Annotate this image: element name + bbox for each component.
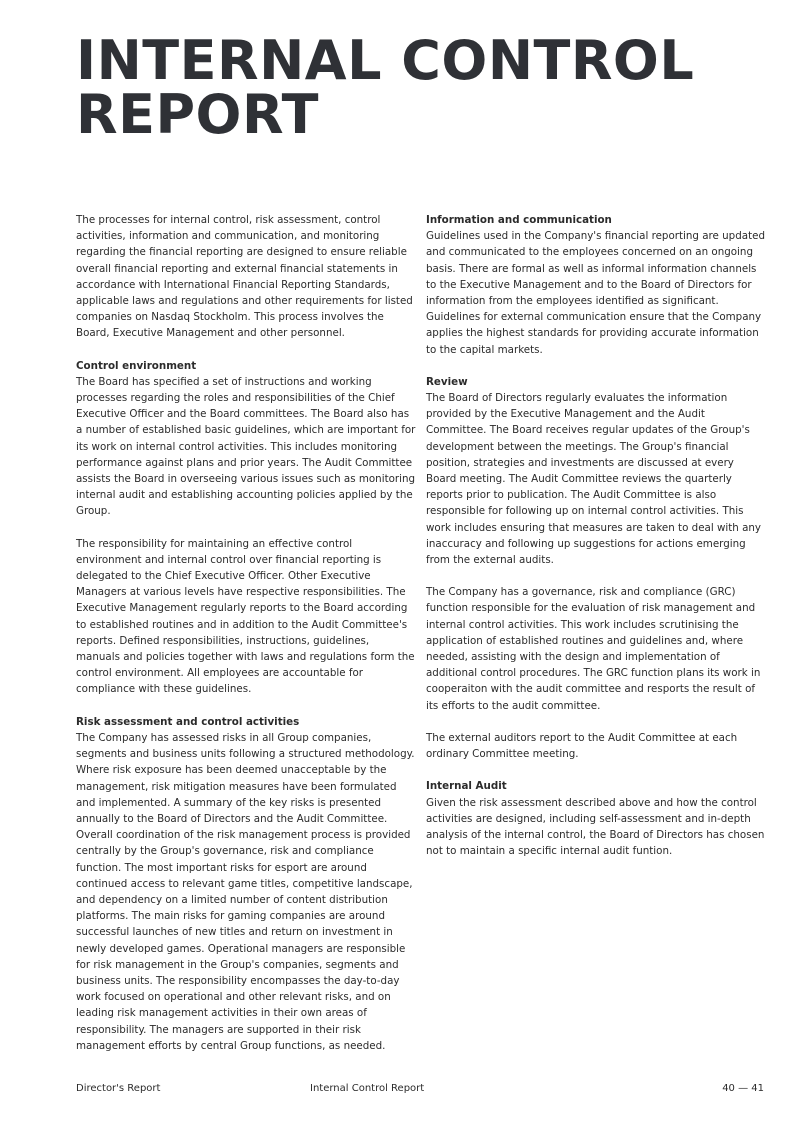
risk-assessment-heading: Risk assessment and control activities [76,715,300,728]
footer-section-label: Director's Report [76,1083,161,1094]
footer-page-title: Internal Control Report [310,1083,425,1094]
page-title: INTERNAL CONTROL REPORT [76,29,695,146]
grc-paragraph: The Company has a governance, risk and compliance (GRC) function responsible for the evaluation of risk management and internal control activities. This work includes scrutinising the application of established routines and guidelines and, where needed, assisting with the design and implementation of additional control procedures. The GRC function plans its work in cooperaiton with the audit committee and resports the result of its efforts to the audit committee. [426,586,761,712]
grc-section [426,584,766,714]
risk-assessment-paragraph: The Company has assessed risks in all Group companies, segments and business units following a structured methodology. Where risk exposure has been deemed unacceptable by the management, risk mitigation measures have been formulated and implemented. A summary of the key risks is presented annually to the Board of Directors and the Audit Committee. Overall coordination of the risk management process is provided centrally by the Group's governance, risk and compliance function. The most important risks for esport are around continued access to relevant game titles, competitive landscape, and dependency on a limited number of content distribution platforms. The main risks for gaming companies are around successful launches of new titles and return on investment in newly developed games. Operational managers are responsible for risk management in the Group's companies, segments and business units. The responsibility encompasses the day-to-day work focused on operational and other relevant risks, and on leading risk management activities in their own areas of responsibility. The managers are supported in their risk management efforts by central Group functions, as needed. [76,731,415,1052]
right-column [426,212,766,875]
control-environment-paragraph: The Board has specified a set of instructions and working processes regarding the roles and responsibilities of the Chief Executive Officer and the Board committees. The Board also has a number of established basic guidelines, which are important for its work on internal control activities. This includes monitoring performance against plans and prior years. The Audit Committee assists the Board in overseeing various issues such as monitoring internal audit and establishing accounting policies applied by the Group. [76,375,416,518]
intro-paragraph: The processes for internal control, risk assessment, control activities, information and communication, and monitoring regarding the financial reporting are designed to ensure reliable overall financial reporting and external financial statements in accordance with International Financial Reporting Standards, applicable laws and regulations and other requirements for listed companies on Nasdaq Stockholm. This process involves the Board, Executive Management and other personnel. [76,214,413,340]
control-responsibility-section [76,536,416,698]
external-auditors-section [426,730,766,762]
control-environment-heading: Control environment [76,359,197,372]
review-paragraph: The Board of Directors regularly evaluates the information provided by the Executive Management and the Audit Committee. The Board receives regular updates of the Group's development between the meetings. The Group's financial position, strategies and investments are discussed at every Board meeting. The Audit Committee reviews the quarterly reports prior to publication. The Audit Committee is also responsible for following up on internal control activities. This work includes ensuring that measures are taken to deal with any inaccuracy and following up suggestions for actions emerging from the external audits. [426,392,762,567]
left-column [76,212,416,1070]
internal-audit-paragraph: Given the risk assessment described above and how the control activities are designed, including self-assessment and in-depth analysis of the internal control, the Board of Directors has chosen not to maintain a specific internal audit funtion. [426,796,765,858]
review-section [426,374,766,568]
external-auditors-paragraph: The external auditors report to the Audit Committee at each ordinary Committee meeting. [426,731,738,761]
footer-page-numbers: 40 — 41 [722,1083,764,1094]
internal-audit-heading: Internal Audit [426,780,507,793]
intro-section [76,212,416,342]
page-footer [76,1083,764,1099]
review-heading: Review [426,375,468,388]
information-communication-paragraph: Guidelines used in the Company's financial reporting are updated and communicated to the employees concerned on an ongoing basis. There are formal as well as informal information channels to the Executive Management and to the Board of Directors for information from the employees identified as significant. Guidelines for external communication ensure that the Company applies the highest standards for providing accurate information to the capital markets. [426,230,765,356]
internal-audit-section [426,778,766,859]
control-environment-section [76,358,416,520]
information-communication-section [426,212,766,358]
control-responsibility-paragraph: The responsibility for maintaining an effective control environment and internal control over financial reporting is delegated to the Chief Executive Officer. Other Executive Managers at various levels have respective responsibilities. The Executive Management regularly reports to the Board according to established routines and in addition to the Audit Committee's reports. Defined responsibilities, instructions, guidelines, manuals and policies together with laws and regulations form the control environment. All employees are accountable for compliance with these guidelines. [76,537,415,696]
risk-assessment-section [76,714,416,1054]
information-communication-heading: Information and communication [426,214,612,226]
